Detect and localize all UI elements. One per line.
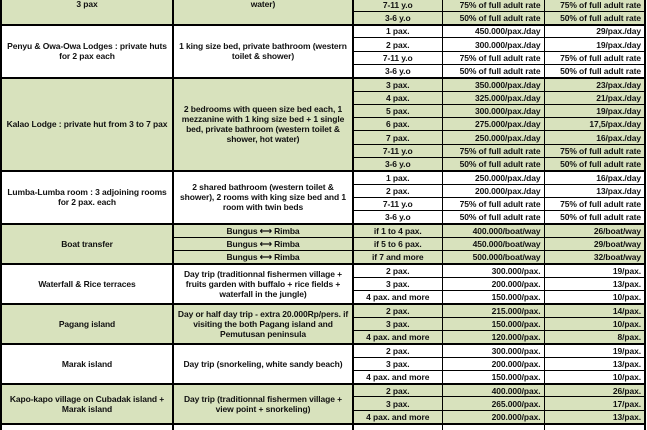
price-eur-cell: 13/pax. (544, 410, 645, 423)
price-eur-cell: 17/pax. (544, 397, 645, 410)
price-eur-cell: 23/pax./day (544, 78, 645, 91)
price-eur-cell: 29/boat/way (544, 237, 645, 250)
description-cell: Day or half day trip - extra 20.000Rp/pers. if visiting the both Pagang island and Pemutusan peninsula (173, 304, 353, 344)
description-cell: water) (173, 0, 353, 25)
price-idr-cell: 250.000/pax./day (442, 171, 544, 184)
description-cell: 2 shared bathroom (western toilet & shower), 2 rooms with king size bed and 1 room with twin beds (173, 171, 353, 224)
price-idr-cell: 75% of full adult rate (442, 0, 544, 11)
price-eur-cell: 19/pax. (544, 264, 645, 277)
price-idr-cell: 400.000/boat/way (442, 224, 544, 237)
description-cell: Bungus ⟷ Rimba (173, 237, 353, 250)
pax-cell: if 5 to 6 pax. (353, 237, 442, 250)
pax-cell: 4 pax. and more (353, 370, 442, 383)
price-eur-cell: 10/pax. (544, 291, 645, 304)
table-row (1, 0, 645, 11)
pax-cell (353, 424, 442, 430)
price-eur-cell: 16/pax./day (544, 171, 645, 184)
price-idr-cell: 50% of full adult rate (442, 11, 544, 24)
price-eur-cell: 16/pax./day (544, 131, 645, 144)
price-idr-cell: 300.000/pax./day (442, 104, 544, 117)
price-eur-cell: 8/pax. (544, 330, 645, 343)
accommodation-cell (1, 424, 173, 430)
price-idr-cell: 400.000/pax. (442, 384, 544, 397)
price-eur-cell: 14/pax. (544, 304, 645, 317)
price-idr-cell: 150.000/pax. (442, 291, 544, 304)
description-cell: 2 bedrooms with queen size bed each, 1 mezzanine with 1 king size bed + 1 single bed, private bathroom (western toilet & shower, hot water) (173, 78, 353, 171)
price-idr-cell: 75% of full adult rate (442, 144, 544, 157)
price-eur-cell: 75% of full adult rate (544, 0, 645, 11)
pax-cell: 2 pax. (353, 344, 442, 357)
pax-cell: 4 pax. (353, 91, 442, 104)
accommodation-cell: Lumba-Lumba room : 3 adjoining rooms for 2 pax. each (1, 171, 173, 224)
price-idr-cell: 75% of full adult rate (442, 51, 544, 64)
price-eur-cell: 75% of full adult rate (544, 51, 645, 64)
description-cell: Bungus ⟷ Rimba (173, 224, 353, 237)
price-idr-cell: 300.000/pax./day (442, 38, 544, 51)
price-idr-cell: 200.000/pax./day (442, 184, 544, 197)
pax-cell: 2 pax. (353, 184, 442, 197)
price-eur-cell: 50% of full adult rate (544, 158, 645, 171)
price-idr-cell: 200.000/pax. (442, 277, 544, 290)
table-row (1, 424, 645, 430)
pax-cell: 3 pax. (353, 397, 442, 410)
price-idr-cell: 50% of full adult rate (442, 211, 544, 224)
price-eur-cell: 13/pax./day (544, 184, 645, 197)
price-eur-cell: 19/pax./day (544, 38, 645, 51)
pax-cell: 2 pax. (353, 384, 442, 397)
table-row (1, 344, 645, 357)
price-eur-cell: 29/pax./day (544, 25, 645, 38)
price-idr-cell: 75% of full adult rate (442, 197, 544, 210)
pax-cell: 6 pax. (353, 118, 442, 131)
pax-cell: 3 pax. (353, 317, 442, 330)
pax-cell: 4 pax. and more (353, 330, 442, 343)
price-idr-cell: 215.000/pax. (442, 304, 544, 317)
price-eur-cell: 13/pax. (544, 277, 645, 290)
price-idr-cell (442, 424, 544, 430)
price-idr-cell: 150.000/pax. (442, 317, 544, 330)
accommodation-cell: Penyu & Owa-Owa Lodges : private huts for 2 pax each (1, 25, 173, 78)
price-eur-cell: 26/pax. (544, 384, 645, 397)
pax-cell: if 1 to 4 pax. (353, 224, 442, 237)
description-cell: 1 king size bed, private bathroom (western toilet & shower) (173, 25, 353, 78)
price-idr-cell: 265.000/pax. (442, 397, 544, 410)
pax-cell: 1 pax. (353, 25, 442, 38)
price-eur-cell: 19/pax./day (544, 104, 645, 117)
price-idr-cell: 450.000/boat/way (442, 237, 544, 250)
pax-cell: 7-11 y.o (353, 0, 442, 11)
accommodation-cell: Kalao Lodge : private hut from 3 to 7 pax (1, 78, 173, 171)
price-eur-cell: 10/pax. (544, 317, 645, 330)
pax-cell: 1 pax. (353, 171, 442, 184)
pax-cell: 3-6 y.o (353, 11, 442, 24)
price-eur-cell: 19/pax. (544, 344, 645, 357)
price-idr-cell: 500.000/boat/way (442, 251, 544, 264)
accommodation-cell: Pagang island (1, 304, 173, 344)
pax-cell: 7 pax. (353, 131, 442, 144)
table-row (1, 264, 645, 277)
pax-cell: 7-11 y.o (353, 197, 442, 210)
table-row (1, 304, 645, 317)
price-idr-cell: 450.000/pax./day (442, 25, 544, 38)
price-idr-cell: 200.000/pax. (442, 357, 544, 370)
description-cell: Bungus ⟷ Rimba (173, 251, 353, 264)
table-row (1, 78, 645, 91)
price-eur-cell: 32/boat/way (544, 251, 645, 264)
pax-cell: 7-11 y.o (353, 51, 442, 64)
price-eur-cell: 50% of full adult rate (544, 11, 645, 24)
price-idr-cell: 120.000/pax. (442, 330, 544, 343)
description-cell: Day trip (traditionnal fishermen village + view point + snorkeling) (173, 384, 353, 424)
accommodation-cell: Boat transfer (1, 224, 173, 264)
price-eur-cell: 17,5/pax./day (544, 118, 645, 131)
pax-cell: 4 pax. and more (353, 410, 442, 423)
pax-cell: 3 pax. (353, 78, 442, 91)
price-eur-cell: 50% of full adult rate (544, 211, 645, 224)
price-idr-cell: 350.000/pax./day (442, 78, 544, 91)
pax-cell: if 7 and more (353, 251, 442, 264)
price-eur-cell: 50% of full adult rate (544, 64, 645, 77)
table-row (1, 224, 645, 237)
price-eur-cell: 75% of full adult rate (544, 197, 645, 210)
price-eur-cell: 10/pax. (544, 370, 645, 383)
description-cell: Day trip (traditionnal fishermen village + fruits garden with buffalo + rice fields + waterfall in the jungle) (173, 264, 353, 304)
price-idr-cell: 325.000/pax./day (442, 91, 544, 104)
description-cell: Day trip (snorkeling, white sandy beach) (173, 344, 353, 384)
accommodation-cell: Marak island (1, 344, 173, 384)
price-eur-cell: 13/pax. (544, 357, 645, 370)
pax-cell: 3 pax. (353, 357, 442, 370)
pax-cell: 2 pax. (353, 264, 442, 277)
price-idr-cell: 50% of full adult rate (442, 158, 544, 171)
price-eur-cell: 75% of full adult rate (544, 144, 645, 157)
price-idr-cell: 250.000/pax./day (442, 131, 544, 144)
table-row (1, 25, 645, 38)
pax-cell: 3-6 y.o (353, 211, 442, 224)
pax-cell: 2 pax. (353, 38, 442, 51)
price-idr-cell: 300.000/pax. (442, 344, 544, 357)
price-idr-cell: 275.000/pax./day (442, 118, 544, 131)
pax-cell: 3 pax. (353, 277, 442, 290)
description-cell (173, 424, 353, 430)
price-idr-cell: 300.000/pax. (442, 264, 544, 277)
pax-cell: 3-6 y.o (353, 158, 442, 171)
price-idr-cell: 50% of full adult rate (442, 64, 544, 77)
price-eur-cell (544, 424, 645, 430)
price-eur-cell: 26/boat/way (544, 224, 645, 237)
pax-cell: 2 pax. (353, 304, 442, 317)
pax-cell: 7-11 y.o (353, 144, 442, 157)
accommodation-cell: 3 pax (1, 0, 173, 25)
price-idr-cell: 200.000/pax. (442, 410, 544, 423)
accommodation-cell: Kapo-kapo village on Cubadak island + Marak island (1, 384, 173, 424)
accommodation-cell: Waterfall & Rice terraces (1, 264, 173, 304)
pax-cell: 4 pax. and more (353, 291, 442, 304)
price-eur-cell: 21/pax./day (544, 91, 645, 104)
pax-cell: 5 pax. (353, 104, 442, 117)
table-row (1, 171, 645, 184)
table-row (1, 384, 645, 397)
pax-cell: 3-6 y.o (353, 64, 442, 77)
price-table-body (1, 0, 645, 430)
price-idr-cell: 150.000/pax. (442, 370, 544, 383)
